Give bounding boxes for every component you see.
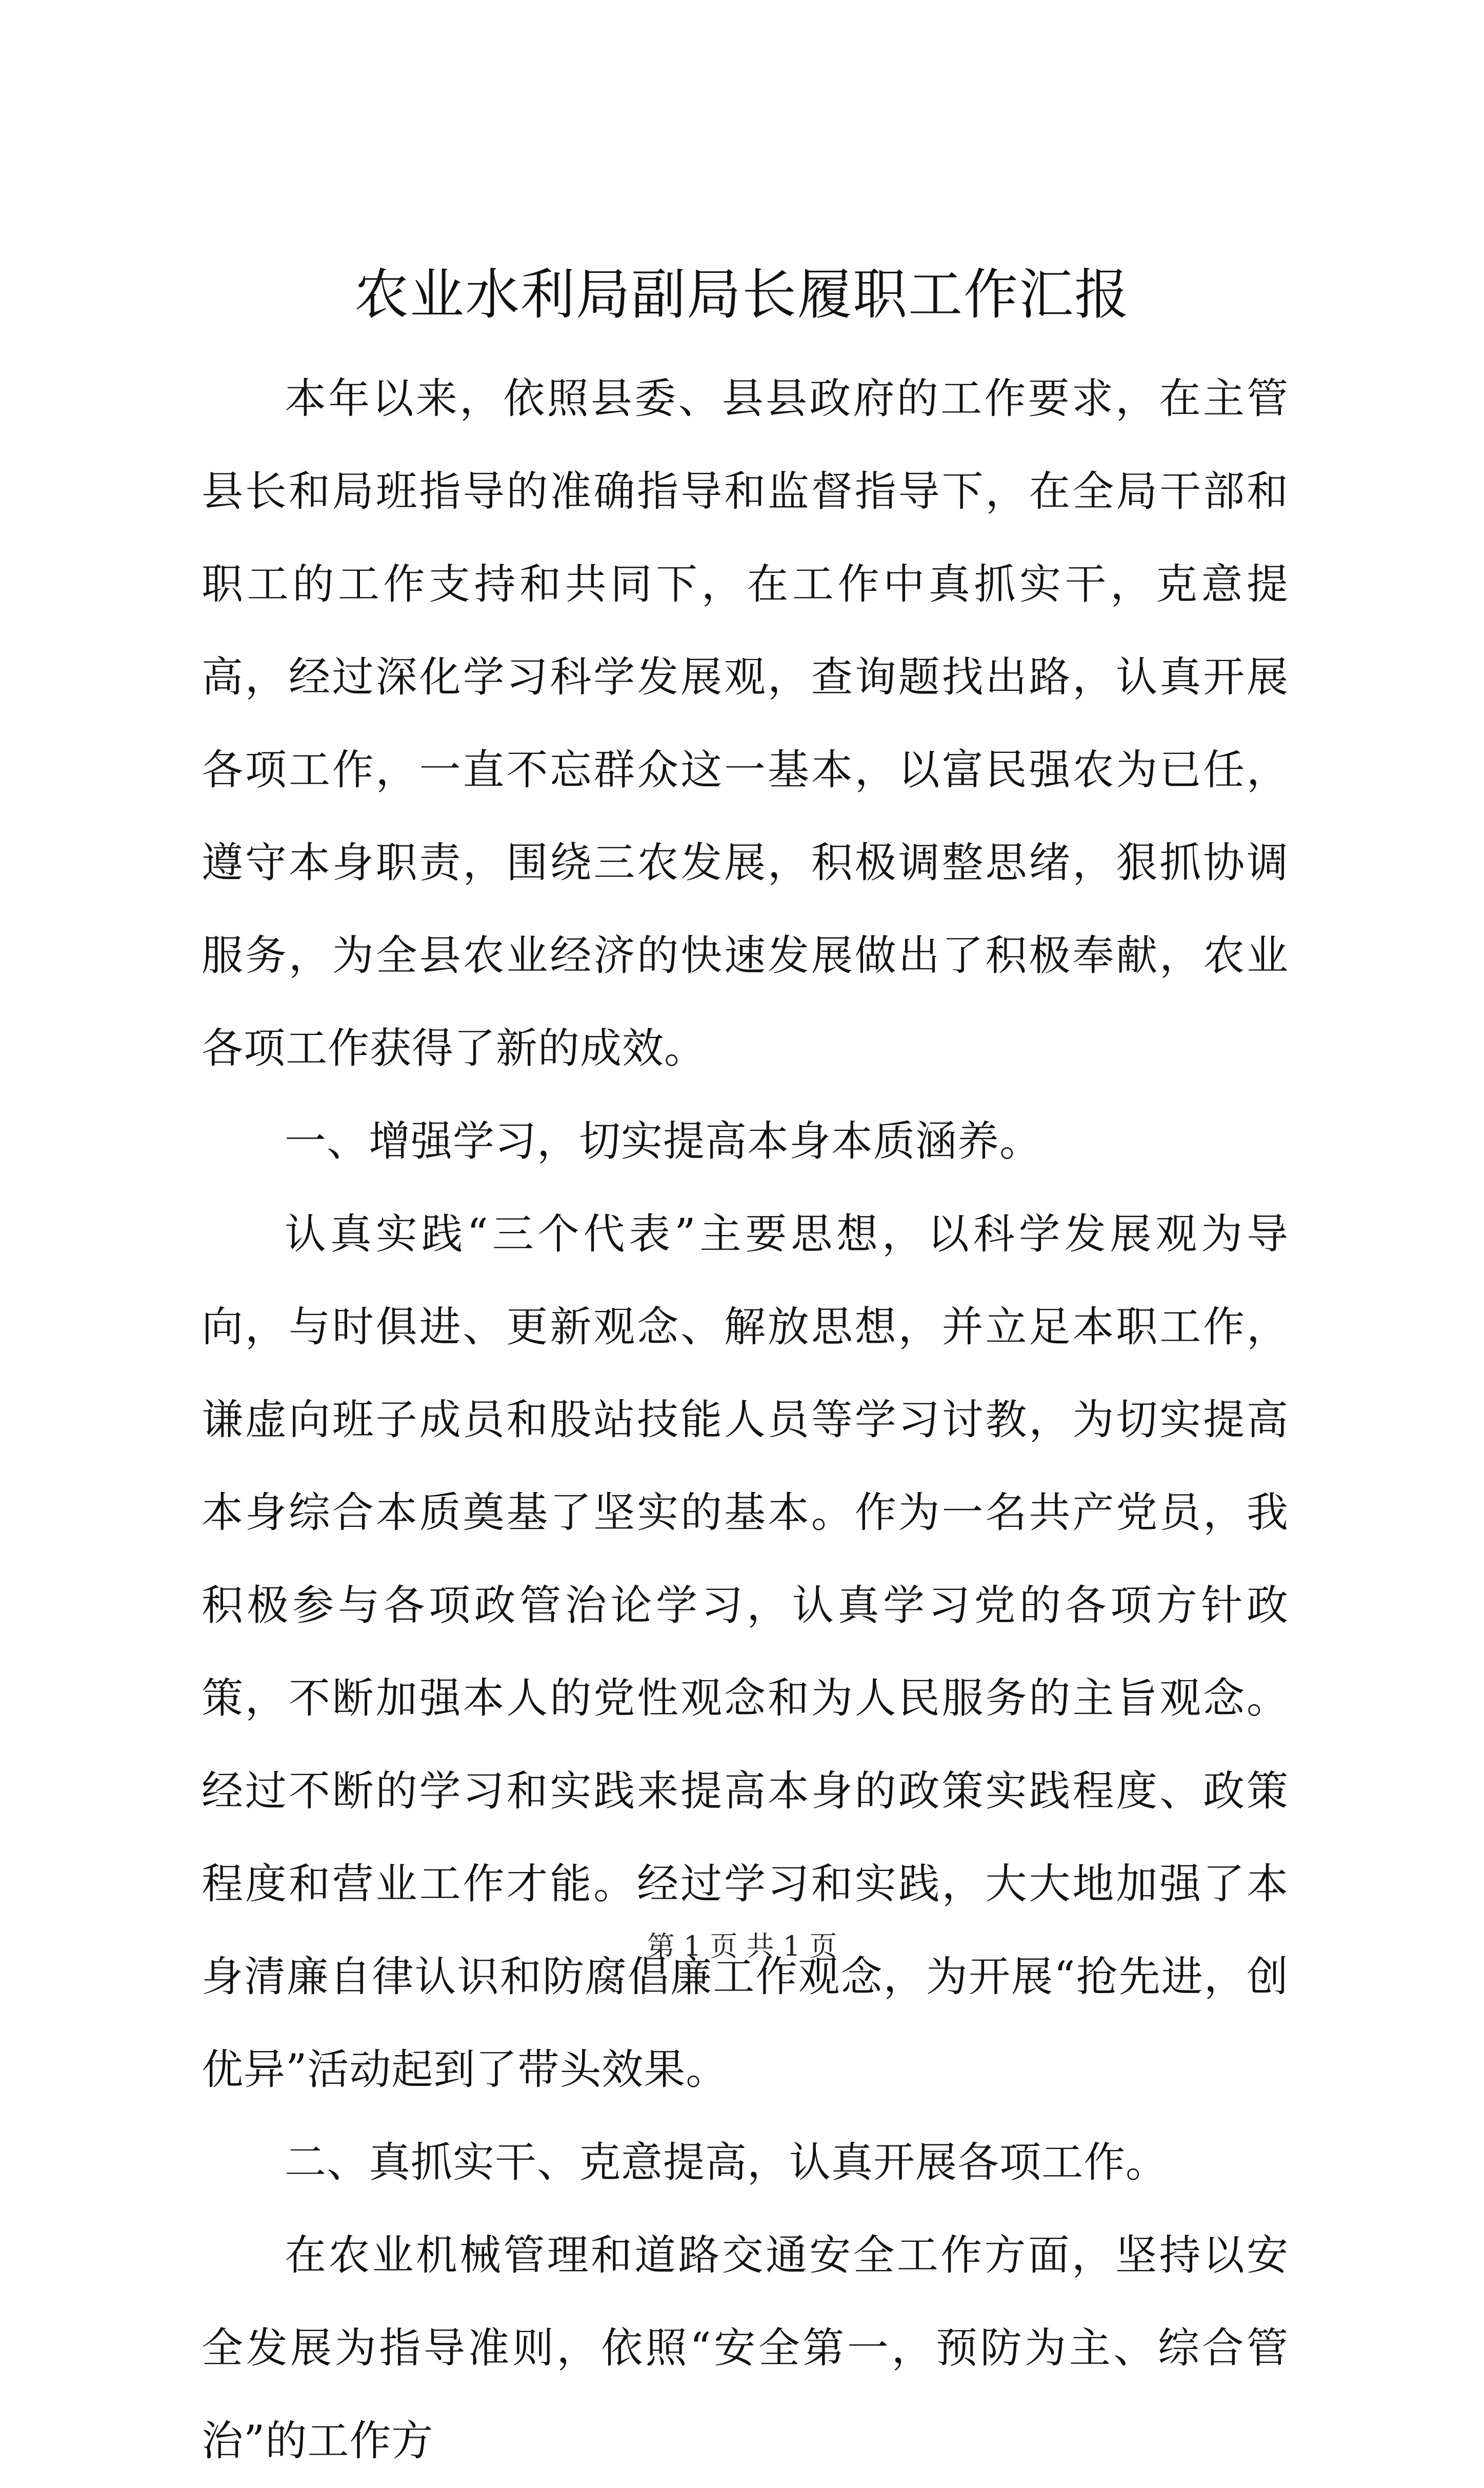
document-body (202, 353, 1289, 2488)
section-heading-1: 一、增强学习，切实提高本身本质涵养。 (285, 1118, 1042, 1166)
section-heading-2: 二、真抓实干、克意提高，认真开展各项工作。 (285, 2139, 1168, 2187)
paragraph-section-2: 在农业机械管理和道路交通安全工作方面，坚持以安全发展为指导准则，依照“安全第一，预防为主、综合管治”的工作方 (202, 2232, 1289, 2465)
page-footer: 第 1 页 共 1 页 (647, 1930, 837, 1962)
document-title: 农业水利局副局长履职工作汇报 (354, 263, 1130, 326)
paragraph-section-1: 认真实践“三个代表”主要思想，以科学发展观为导向，与时俱进、更新观念、解放思想，并立足本职工作，谦虚向班子成员和股站技能人员等学习讨教，为切实提高本身综合本质奠基了坚实的基本。作为一名共产党员，我积极参与各项政管治论学习，认真学习党的各项方针政策，不断加强本人的党性观念和为人民服务的主旨观念。经过不断的学习和实践来提高本身的政策实践程度、政策程度和营业工作才能。经过学习和实践，大大地加强了本身清廉自律认识和防腐倡廉工作观念，为开展“抢先进，创优异”活动起到了带头效果。 (202, 1210, 1289, 2094)
paragraph-intro: 本年以来，依照县委、县县政府的工作要求，在主管县长和局班指导的准确指导和监督指导下，在全局干部和职工的工作支持和共同下，在工作中真抓实干，克意提高，经过深化学习科学发展观，查询题找出路，认真开展各项工作，一直不忘群众这一基本，以富民强农为已任，遵守本身职责，围绕三农发展，积极调整思绪，狠抓协调服务，为全县农业经济的快速发展做出了积极奉献，农业各项工作获得了新的成效。 (202, 375, 1289, 1073)
